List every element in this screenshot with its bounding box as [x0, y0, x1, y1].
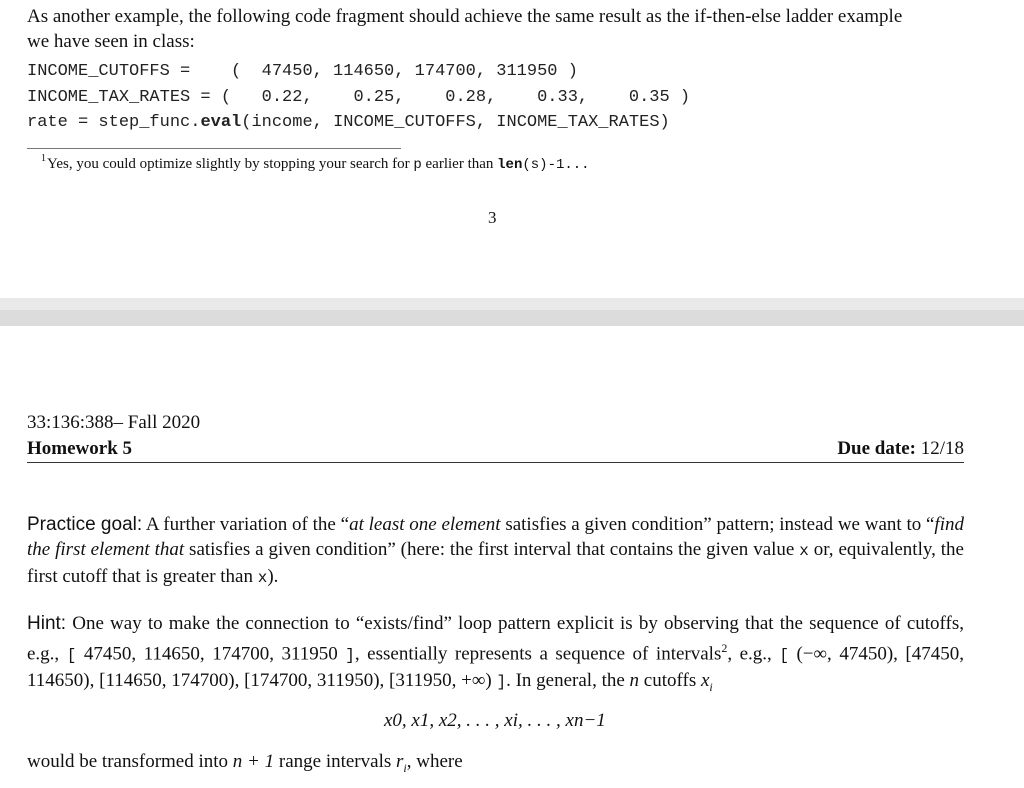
- code-line-1: INCOME_CUTOFFS = ( 47450, 114650, 174700, 311950 ): [27, 62, 578, 81]
- practice-goal-label: Practice goal:: [27, 514, 143, 535]
- code-line-3-post: (income, INCOME_CUTOFFS, INCOME_TAX_RATES): [241, 113, 670, 132]
- closing-line: [27, 751, 463, 776]
- hint-text: , e.g.,: [727, 643, 780, 665]
- closing-var-r-subscript: i: [403, 760, 407, 775]
- practice-text: satisfies a given condition” (here: the first interval that contains the given value: [184, 539, 800, 560]
- hint-text: , essentially represents a sequence of intervals: [354, 643, 722, 665]
- practice-text: A further variation of the “: [142, 514, 350, 535]
- hint-footnote-mark: 2: [721, 641, 728, 655]
- hint-var-x: x: [700, 670, 710, 692]
- practice-emphasis: at least one element: [349, 514, 501, 535]
- closing-text: , where: [406, 751, 463, 772]
- practice-emphasis: find the first element that: [27, 514, 964, 560]
- hint-text: 47450, 114650, 174700, 311950: [76, 643, 346, 665]
- footnote-mark: 1: [41, 153, 46, 164]
- closing-text: would be transformed into: [27, 751, 233, 772]
- footnote-rule: [27, 148, 401, 149]
- course-code: 33:136:388– Fall 2020: [27, 412, 201, 433]
- hint-var-n: n: [629, 670, 640, 692]
- code-eval-keyword: eval: [200, 113, 242, 132]
- hint-bracket: [: [66, 646, 77, 665]
- closing-var-r: r: [396, 751, 404, 772]
- footnote-tail: (s)-1...: [522, 157, 590, 173]
- practice-var-x: x: [799, 542, 809, 560]
- practice-text: ).: [267, 566, 279, 587]
- hint-bracket: [: [779, 646, 789, 665]
- footnote-text-b: earlier than: [421, 156, 498, 172]
- practice-text: or, equivalently, the first cutoff that is greater than: [27, 539, 964, 587]
- homework-title: Homework 5: [27, 438, 133, 459]
- code-line-3-pre: rate = step_func.: [27, 113, 201, 132]
- hint-label: Hint:: [27, 613, 67, 634]
- due-date: [837, 438, 964, 460]
- intro-line-1: As another example, the following code fragment should achieve the same result as the if-then-else ladder example: [27, 6, 903, 27]
- page-number: 3: [488, 208, 497, 227]
- page-gap-shadow: [0, 310, 1024, 326]
- intro-paragraph: [27, 4, 987, 54]
- page-gap: [0, 298, 1024, 310]
- header-rule: [27, 462, 964, 463]
- intro-line-2: we have seen in class:: [27, 31, 195, 52]
- footnote-len-keyword: len: [497, 157, 523, 173]
- code-line-2: INCOME_TAX_RATES = ( 0.22, 0.25, 0.28, 0.33, 0.35 ): [27, 88, 691, 107]
- hint-bracket: ]: [496, 673, 507, 692]
- footnote-var-p: p: [413, 157, 422, 173]
- code-line-3: [27, 113, 670, 132]
- footnote: [41, 154, 590, 173]
- cutoff-sequence-formula: x0, x1, x2, . . . , xi, . . . , xn−1: [384, 710, 606, 731]
- hint-text: (−∞, 47450), [47450, 114650), [114650, 174700), [174700, 311950), [311950, +∞): [27, 643, 965, 692]
- hint-text: One way to make the connection to “exists/find” loop pattern explicit is by observing that the sequence of cutoffs, e.g.,: [27, 613, 964, 665]
- hint-bracket: ]: [345, 646, 355, 665]
- hint-paragraph: [27, 611, 964, 700]
- due-value: 12/18: [915, 438, 964, 459]
- closing-expression: n + 1: [232, 751, 275, 772]
- footnote-text-a: Yes, you could optimize slightly by stopping your search for: [47, 156, 414, 172]
- hint-text: cutoffs: [639, 670, 701, 692]
- practice-text: satisfies a given condition” pattern; instead we want to “: [500, 514, 935, 535]
- practice-var-x: x: [257, 569, 268, 587]
- closing-text: range intervals: [274, 751, 396, 772]
- hint-var-x-subscript: i: [709, 680, 713, 695]
- practice-goal-paragraph: [27, 512, 964, 591]
- hint-text: . In general, the: [506, 670, 630, 692]
- due-label: Due date:: [837, 438, 916, 459]
